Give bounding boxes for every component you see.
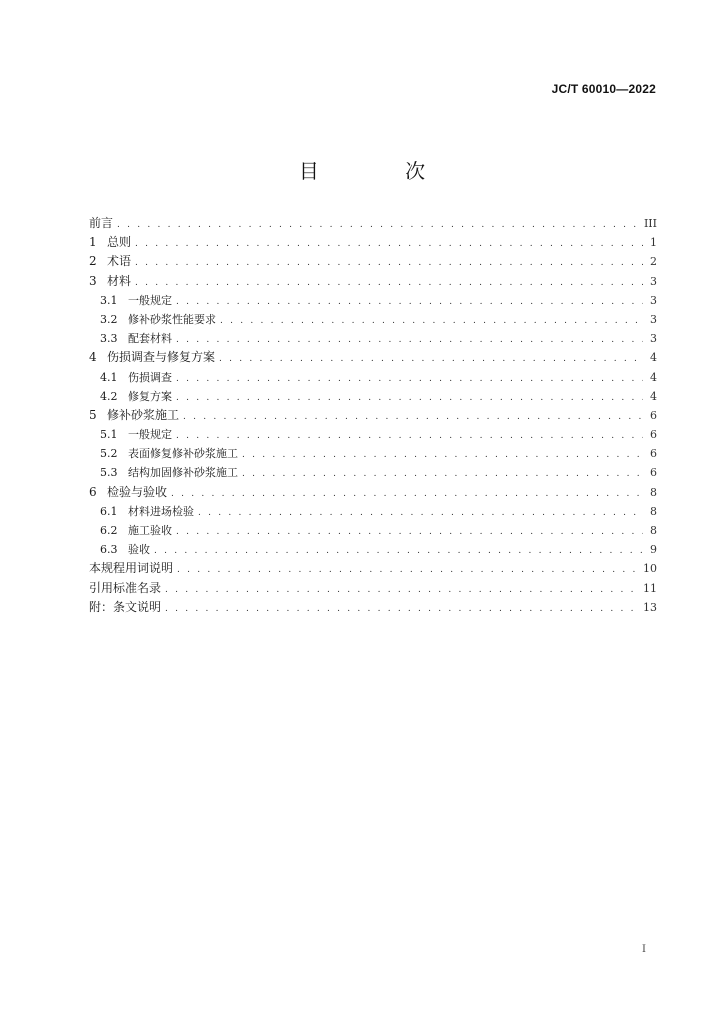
toc-entry-label: 材料 xyxy=(107,273,132,288)
toc-entry-number: 5.1 xyxy=(100,428,118,442)
toc-dot-leader xyxy=(165,581,639,600)
toc-entry-number: 4.2 xyxy=(100,389,118,403)
toc-entry-label: 施工验收 xyxy=(128,524,172,537)
toc-entry[interactable] xyxy=(89,463,657,482)
page-title: 目 次 xyxy=(298,159,466,183)
toc-entry-page: 13 xyxy=(643,600,657,614)
toc-entry-number: 1 xyxy=(89,235,97,250)
toc-entry-number: 5.2 xyxy=(100,447,118,461)
toc-entry-number: 5.3 xyxy=(100,466,118,480)
toc-dot-leader xyxy=(135,254,643,273)
toc-entry[interactable] xyxy=(89,540,657,559)
toc-entry[interactable] xyxy=(89,252,657,271)
toc-entry-label: 前言 xyxy=(89,216,114,230)
toc-dot-leader xyxy=(177,561,639,580)
toc-entry[interactable] xyxy=(89,559,657,578)
toc-entry-page: 11 xyxy=(643,581,657,595)
toc-entry-page: III xyxy=(643,217,657,230)
toc-entry-number: 5 xyxy=(89,407,97,422)
toc-entry[interactable] xyxy=(89,233,657,252)
toc-dot-leader xyxy=(135,274,643,293)
toc-entry-label: 一般规定 xyxy=(128,293,172,307)
toc-entry[interactable] xyxy=(89,272,657,291)
toc-entry-page: 4 xyxy=(650,370,657,384)
toc-entry[interactable] xyxy=(89,329,657,348)
toc-entry[interactable] xyxy=(89,310,657,329)
toc-entry[interactable] xyxy=(89,598,657,617)
toc-entry-page: 8 xyxy=(650,524,657,537)
toc-entry-label: 验收 xyxy=(128,543,150,557)
toc-dot-leader xyxy=(154,542,643,561)
toc-entry-number: 3 xyxy=(89,273,97,288)
toc-entry-number: 3.2 xyxy=(100,312,118,326)
toc-entry[interactable] xyxy=(89,502,657,521)
toc-dot-leader xyxy=(183,408,643,427)
toc-dot-leader xyxy=(242,465,643,484)
toc-entry-label: 配套材料 xyxy=(128,332,172,346)
toc-entry-label: 检验与验收 xyxy=(107,484,168,499)
toc-entry-page: 8 xyxy=(650,485,657,499)
standard-code: JC/T 60010—2022 xyxy=(551,82,656,96)
toc-entry-number: 2 xyxy=(89,254,97,269)
toc-entry-label: 伤损调查 xyxy=(128,370,172,384)
toc-entry-page: 3 xyxy=(650,274,657,288)
toc-entry-number: 6 xyxy=(89,484,97,499)
toc-entry-page: 3 xyxy=(650,312,657,326)
toc-entry-label: 一般规定 xyxy=(128,428,172,442)
toc-entry-number: 4 xyxy=(89,350,97,365)
toc-entry-label: 伤损调查与修复方案 xyxy=(107,350,216,365)
toc-entry-page: 3 xyxy=(650,293,657,307)
toc-entry-page: 6 xyxy=(650,466,657,480)
toc-entry[interactable] xyxy=(89,214,657,233)
toc-entry-label: 表面修复修补砂浆施工 xyxy=(128,447,238,461)
toc-entry[interactable] xyxy=(89,368,657,387)
toc-dot-leader xyxy=(242,446,643,465)
toc-dot-leader xyxy=(219,350,643,369)
toc-entry-number: 6.3 xyxy=(100,543,118,557)
toc-dot-leader xyxy=(117,216,640,235)
toc-entry-label: 附：条文说明 xyxy=(89,599,162,614)
toc-entry-page: 6 xyxy=(650,447,657,461)
toc-entry-page: 1 xyxy=(650,236,657,250)
toc-entry-page: 9 xyxy=(650,543,657,557)
toc-dot-leader xyxy=(176,293,643,312)
toc-entry-label: 修补砂浆施工 xyxy=(107,407,180,422)
toc-entry-page: 10 xyxy=(643,562,657,576)
toc-dot-leader xyxy=(220,312,643,331)
toc-entry-page: 8 xyxy=(650,504,657,518)
toc-dot-leader xyxy=(176,331,643,350)
toc-entry-label: 材料进场检验 xyxy=(128,504,194,518)
toc-entry-label: 结构加固修补砂浆施工 xyxy=(128,466,238,480)
toc-entry-label: 术语 xyxy=(107,254,132,269)
toc-dot-leader xyxy=(176,370,643,389)
toc-entry-number: 6.1 xyxy=(100,504,118,518)
toc-entry-label: 本规程用词说明 xyxy=(89,561,174,576)
toc-dot-leader xyxy=(165,600,639,619)
toc-entry[interactable] xyxy=(89,425,657,444)
toc-entry-label: 修复方案 xyxy=(128,389,172,403)
toc-dot-leader xyxy=(171,485,643,504)
toc-entry-page: 3 xyxy=(650,332,657,346)
toc-entry[interactable] xyxy=(89,579,657,598)
toc-entry-label: 修补砂浆性能要求 xyxy=(128,312,216,326)
toc-entry[interactable] xyxy=(89,521,657,540)
toc-dot-leader xyxy=(176,389,643,408)
toc-entry[interactable] xyxy=(89,444,657,463)
toc-entry[interactable] xyxy=(89,291,657,310)
toc-dot-leader xyxy=(176,523,643,542)
toc-dot-leader xyxy=(176,427,643,446)
toc-entry-label: 总则 xyxy=(107,235,132,250)
toc-dot-leader xyxy=(198,504,643,523)
toc-entry[interactable] xyxy=(89,406,657,425)
page-number: I xyxy=(642,944,646,955)
toc-entry-number: 4.1 xyxy=(100,370,118,384)
toc-dot-leader xyxy=(135,235,643,254)
table-of-contents xyxy=(89,214,657,617)
toc-entry-label: 引用标准名录 xyxy=(89,580,162,595)
toc-entry[interactable] xyxy=(89,387,657,406)
toc-entry[interactable] xyxy=(89,348,657,367)
toc-entry-page: 4 xyxy=(650,351,657,365)
toc-entry-number: 6.2 xyxy=(100,524,118,537)
toc-entry-page: 6 xyxy=(650,408,657,422)
toc-entry-page: 2 xyxy=(650,255,657,269)
toc-entry[interactable] xyxy=(89,483,657,502)
toc-entry-page: 4 xyxy=(650,389,657,403)
toc-entry-number: 3.1 xyxy=(100,293,118,307)
toc-entry-number: 3.3 xyxy=(100,332,118,346)
toc-entry-page: 6 xyxy=(650,428,657,442)
